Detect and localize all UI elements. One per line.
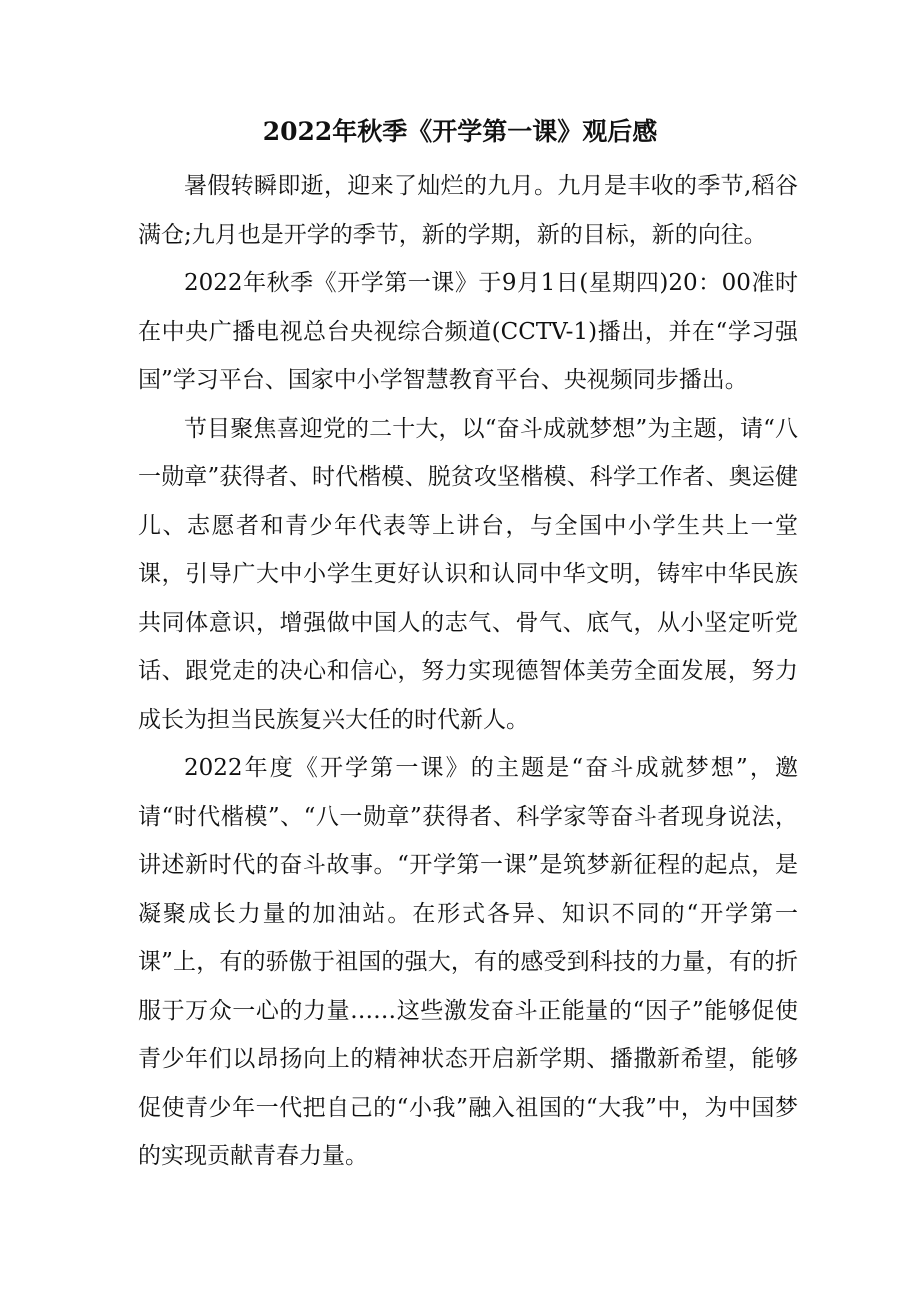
document-title: 2022年秋季《开学第一课》观后感	[262, 117, 658, 146]
paragraph-intro: 暑假转瞬即逝，迎来了灿烂的九月。九月是丰收的季节,稻谷满仓;九月也是开学的季节，新的学期，新的目标，新的向往。	[138, 173, 798, 248]
paragraph-theme: 2022年度《开学第一课》的主题是“奋斗成就梦想”，邀请“时代楷模”、“八一勋章”获得者、科学家等奋斗者现身说法，讲述新时代的奋斗故事。“开学第一课”是筑梦新征程的起点，是凝聚成长力量的加油站。在形式各异、知识不同的“开学第一课”上，有的骄傲于祖国的强大，有的感受到科技的力量，有的折服于万众一心的力量……这些激发奋斗正能量的“因子”能够促使青少年们以昂扬向上的精神状态开启新学期、播撒新希望，能够促使青少年一代把自己的“小我”融入祖国的“大我”中，为中国梦的实现贡献青春力量。	[138, 755, 798, 1169]
paragraph-broadcast: 2022年秋季《开学第一课》于9月1日(星期四)20：00准时在中央广播电视总台央视综合频道(CCTV-1)播出，并在“学习强国”学习平台、国家中小学智慧教育平台、央视频同步播出。	[138, 270, 798, 393]
document-body	[138, 162, 798, 1181]
paragraph-program-focus: 节目聚焦喜迎党的二十大，以“奋斗成就梦想”为主题，请“八一勋章”获得者、时代楷模、脱贫攻坚楷模、科学工作者、奥运健儿、志愿者和青少年代表等上讲台，与全国中小学生共上一堂课，引导广大中小学生更好认识和认同中华文明，铸牢中华民族共同体意识，增强做中国人的志气、骨气、底气，从小坚定听党话、跟党走的决心和信心，努力实现德智体美劳全面发展，努力成长为担当民族复兴大任的时代新人。	[138, 415, 798, 733]
